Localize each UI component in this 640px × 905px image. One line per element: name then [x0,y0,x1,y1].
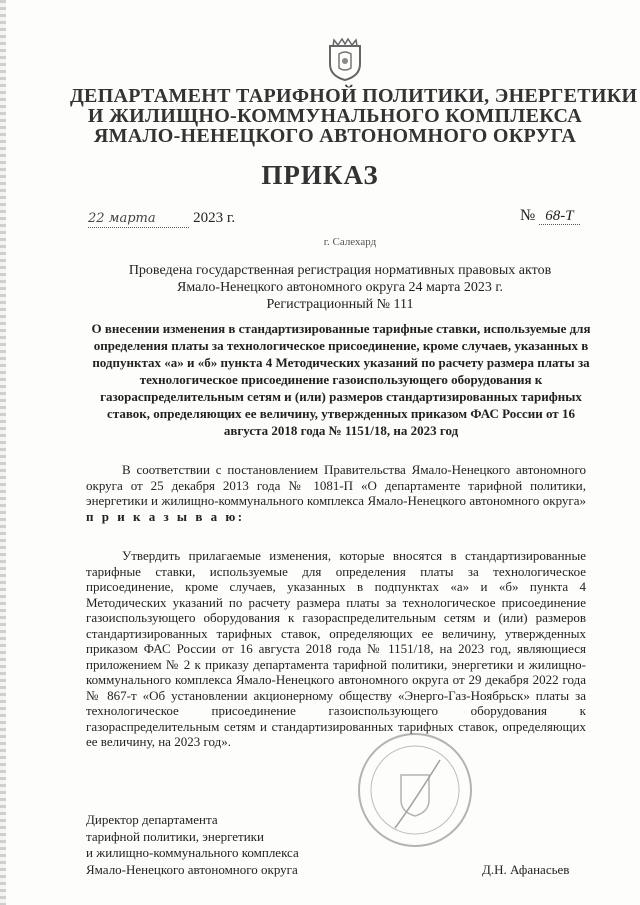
department-line: И ЖИЛИЩНО-КОММУНАЛЬНОГО КОМПЛЕКСА [87,105,583,127]
registration-line: Проведена государственная регистрация нормативных правовых актов [128,263,552,278]
order-word: п р и к а з ы в а ю: [86,508,245,524]
city-label: г. Салехард [323,236,377,248]
order-subject: О внесении изменения в стандартизированные тарифные ставки, используемые для определения платы за технологическое присоединение, кроме случаев, указанных в подпунктах «а» и «б» пункта 4 Методических указаний по расчету размера платы за технологическое присоединение газоиспользующего оборудования к газораспределительным сетям и (или) размеров стандартизированных тарифных ставок, определяющих ее величину, утвержденных приказом ФАС России от 16 августа 2018 года № 1151/18, на 2023 год [91,321,591,438]
registration-line: Регистрационный № 111 [266,297,414,312]
preamble-paragraph [86,462,586,524]
department-line: ДЕПАРТАМЕНТ ТАРИФНОЙ ПОЛИТИКИ, ЭНЕРГЕТИКИ [70,85,638,107]
signer-name: Д.Н. Афанасьев [482,862,570,877]
order-number [520,207,580,225]
registration-line: Ямало-Ненецкого автономного округа 24 марта 2023 г. [176,280,503,295]
registration-notice [100,262,580,313]
coat-of-arms-emblem [324,36,366,82]
signer-position-line: и жилищно-коммунального комплекса [86,845,299,860]
document-type-title: ПРИКАЗ [261,160,379,190]
department-header [70,85,638,147]
signature-block [86,812,299,878]
scan-edge [0,0,6,905]
signer-position-line: Директор департамента [86,812,218,827]
date-handwritten: 22 марта [88,211,156,226]
signer-position-line: тарифной политики, энергетики [86,828,264,844]
department-line: ЯМАЛО-НЕНЕЦКОГО АВТОНОМНОГО ОКРУГА [93,125,577,147]
official-seal-stamp [355,730,475,850]
date-year: 2023 г. [193,210,236,226]
signer-position-line: Ямало-Ненецкого автономного округа [86,861,298,877]
order-paragraph: Утвердить прилагаемые изменения, которые вносятся в стандартизированные тарифные ставки, используемые для определения платы за технологическое присоединение, кроме случаев, указанных в подпунктах «а» и «б» пункта 4 Методических указаний по расчету размера платы за технологическое присоединение газоиспользующего оборудования к газораспределительным сетям и (или) размеров стандартизированных тарифных ставок, определяющих ее величину, утвержденных приказом ФАС России от 16 августа 2018 года № 1151/18, на 2023 год, являющиеся приложением № 2 к приказу департамента тарифной политики, энергетики и жилищно-коммунального комплекса Ямало-Ненецкого автономного округа от 29 декабря 2022 года № 867-т «Об установлении акционерному обществу «Энерго-Газ-Ноябрьск» платы за технологическое присоединение газоиспользующего оборудования к газораспределительным сетям и стандартизированных тарифных ставок, определяющих ее величину, на 2023 год». [86,548,586,749]
number-label: № [520,207,536,224]
number-handwritten: 68-Т [539,208,579,225]
order-date [88,210,235,228]
preamble-text: В соответствии с постановлением Правительства Ямало-Ненецкого автономного округа от 25 декабря 2013 года № 1081-П «О департаменте тарифной политики, энергетики и жилищно-коммунального комплекса Ямало-Ненецкого автономного округа» [86,462,586,508]
